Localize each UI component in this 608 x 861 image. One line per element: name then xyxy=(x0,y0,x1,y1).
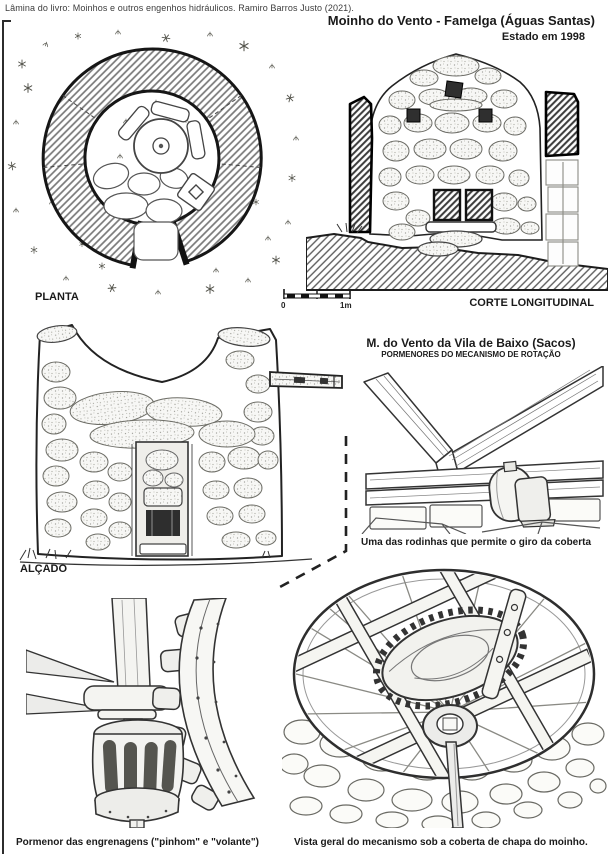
cut-wall-left xyxy=(350,97,372,232)
detail-section-title: M. do Vento da Vila de Baixo (Sacos) xyxy=(366,336,576,350)
mechanism-overview-drawing xyxy=(282,562,608,828)
page-frame-corner xyxy=(2,20,11,22)
doorway xyxy=(132,442,192,556)
plate-state-year: Estado em 1998 xyxy=(501,31,585,43)
caption-gears: Pormenor das engrenagens ("pinhom" e "volante") xyxy=(16,837,259,848)
gears-drawing xyxy=(26,598,278,828)
plate-title: Moinho do Vento - Famelga (Águas Santas) xyxy=(327,13,595,28)
planta-drawing xyxy=(6,26,302,296)
millstone xyxy=(117,101,206,173)
corte-drawing xyxy=(306,42,608,294)
vertical-post xyxy=(84,598,170,730)
alcado-drawing xyxy=(12,312,347,578)
page-frame-left xyxy=(2,20,4,854)
label-planta: PLANTA xyxy=(35,291,79,303)
roof-rafters xyxy=(364,366,603,478)
wooden-beam xyxy=(270,372,342,388)
lantern-pinion xyxy=(93,720,184,828)
scale-one-meter: 1m xyxy=(340,301,352,310)
cut-wall-right xyxy=(546,92,578,156)
quoin-stones xyxy=(546,160,578,266)
caption-wheel: Uma das rodinhas que permite o giro da coberta xyxy=(360,537,592,548)
book-credit-line: Lâmina do livro: Moinhos e outros engenhos hidráulicos. Ramiro Barros Justo (2021). xyxy=(5,3,354,13)
detail-section-subtitle: PORMENORES DO MECANISMO DE ROTAÇÃO xyxy=(381,350,561,359)
roller-detail-drawing xyxy=(346,366,604,534)
label-alcado: ALÇADO xyxy=(20,563,68,575)
caption-overview: Vista geral do mecanismo sob a coberta de chapa do moinho. xyxy=(294,837,588,848)
scale-zero: 0 xyxy=(281,301,286,310)
label-corte-longitudinal: CORTE LONGITUDINAL xyxy=(469,297,594,309)
